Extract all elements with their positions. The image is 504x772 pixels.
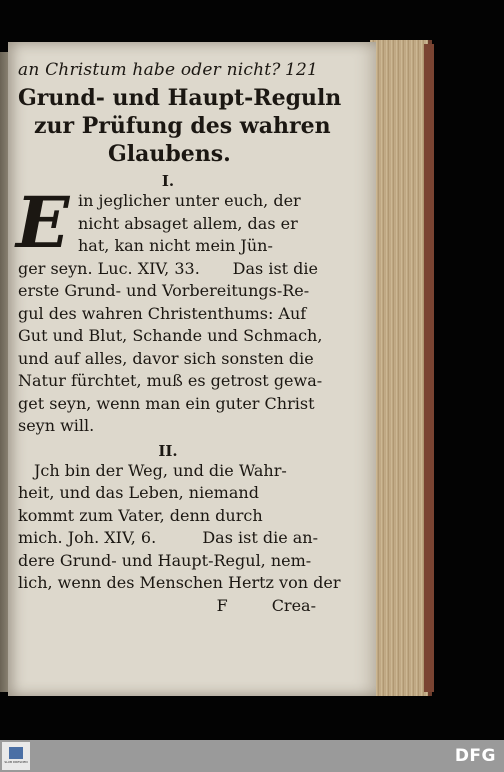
text-line: erste Grund- und Vorbereitungs-Re- [18,281,310,300]
text-line: ger seyn. Luc. XIV, 33. Das ist die [18,258,318,278]
text-line: Natur fürchtet, muß es getrost gewa- [18,371,323,390]
text-line: gul des wahren Christenthums: Auf [18,303,307,323]
text-line: mich. Joh. XIV, 6. Das ist die an- [18,528,318,547]
text-line: hat, kan nicht mein Jün- [78,236,273,255]
section-1 [16,181,323,438]
text-line: in jeglicher unter euch, der [78,191,301,210]
library-logo[interactable] [2,742,30,770]
running-head-text: an Christum habe oder nicht? [18,60,281,80]
text-line: heit, und das Leben, niemand [18,483,259,502]
text-line: dere Grund- und Haupt-Regul, nem- [18,550,312,570]
text-line: get seyn, wenn man ein guter Christ [18,393,315,413]
running-head [18,60,318,80]
page-number: 121 [284,60,318,80]
text-line: Gut und Blut, Schande und Schmach, [18,326,323,345]
text-line: und auf alles, davor sich sonsten die [18,348,314,368]
dfg-logo[interactable]: DFG [454,746,496,766]
viewer-footer [0,740,504,772]
page-footer-marks [18,595,318,617]
text-line: lich, wenn des Menschen Hertz von der [18,573,341,592]
signature-mark: F [216,595,228,615]
drop-capital: E [16,181,70,264]
text-line: seyn will. [18,416,95,435]
catchword: Crea- [271,595,316,615]
section-numeral-1: I. [161,172,175,190]
library-logo-text: SLUB DRESDEN [4,760,28,765]
title-line-2: zur Prüfung des wahren [34,113,331,139]
book-cover-edge [424,44,434,692]
title-line-1: Grund- und Haupt-Reguln [18,85,342,111]
text-line: nicht absaget allem, das er [78,213,298,233]
title-line-3: Glaubens. [108,141,231,167]
page-text [16,60,342,617]
section-2 [18,460,341,595]
text-line: Jch bin der Weg, und die Wahr- [34,460,287,480]
section-numeral-2: II. [158,441,178,460]
page-block-edge [370,40,432,696]
text-line: kommt zum Vater, denn durch [18,505,263,525]
library-logo-icon [9,747,23,759]
